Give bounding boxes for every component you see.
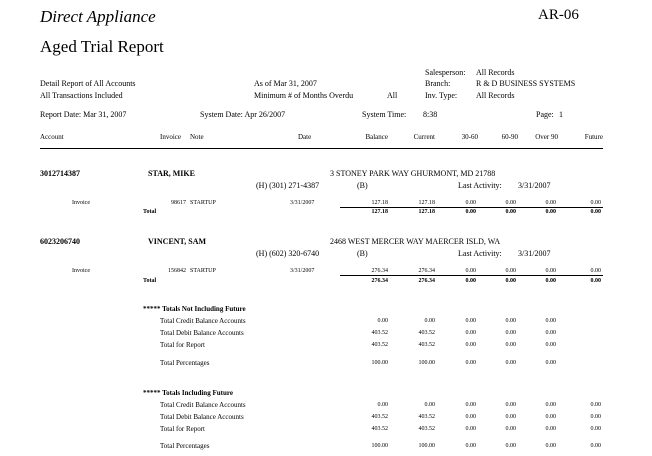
summary-60-90: 0.00 (505, 402, 516, 408)
line-over-90: 0.00 (545, 200, 556, 206)
column-header-account: Account (40, 133, 64, 141)
summary-60-90: 0.00 (505, 443, 516, 449)
summary-current: 403.52 (418, 414, 435, 420)
account-name: VINCENT, SAM (148, 237, 207, 246)
summary-30-60: 0.00 (465, 360, 476, 366)
account-name: STAR, MIKE (148, 169, 195, 178)
line-date: 3/31/2007 (290, 200, 315, 206)
line-60-90: 0.00 (505, 268, 516, 274)
company-name: Direct Appliance (40, 7, 156, 26)
line-type: Invoice (72, 200, 90, 206)
summary-current: 0.00 (424, 318, 435, 324)
summary-over-90: 0.00 (545, 402, 556, 408)
inv-type-label: Inv. Type: (425, 91, 458, 100)
summary-future: 0.00 (590, 443, 601, 449)
total-60-90: 0.00 (505, 278, 516, 284)
summary-balance: 100.00 (371, 360, 388, 366)
summary-row-label: Total Credit Balance Accounts (160, 317, 246, 325)
total-label: Total (143, 278, 157, 284)
summary-future: 0.00 (590, 414, 601, 420)
total-current: 276.34 (418, 278, 435, 284)
summary-balance: 0.00 (377, 318, 388, 324)
total-over-90: 0.00 (545, 209, 556, 215)
summary-heading: ***** Totals Not Including Future (143, 305, 246, 313)
summary-over-90: 0.00 (545, 360, 556, 366)
summary-60-90: 0.00 (505, 426, 516, 432)
branch-value: R & D BUSINESS SYSTEMS (476, 79, 576, 88)
summary-future: 0.00 (590, 426, 601, 432)
summary-current: 403.52 (418, 330, 435, 336)
summary-row-label: Total Debit Balance Accounts (160, 329, 244, 337)
detail-label: Detail Report of All Accounts (40, 79, 136, 88)
summary-30-60: 0.00 (465, 443, 476, 449)
last-activity-label: Last Activity: (458, 249, 502, 258)
total-balance: 127.18 (371, 209, 388, 215)
line-30-60: 0.00 (465, 200, 476, 206)
line-future: 0.00 (590, 200, 601, 206)
summary-heading: ***** Totals Including Future (143, 389, 233, 397)
summary-over-90: 0.00 (545, 443, 556, 449)
summary-over-90: 0.00 (545, 330, 556, 336)
account-phone: (H) (301) 271-4387 (256, 181, 320, 190)
line-current: 276.34 (418, 268, 435, 274)
as-of-date: As of Mar 31, 2007 (254, 79, 317, 88)
account-business-phone: (B) (357, 249, 368, 258)
line-60-90: 0.00 (505, 200, 516, 206)
line-type: Invoice (72, 268, 90, 274)
total-30-60: 0.00 (465, 209, 476, 215)
total-divider (340, 207, 603, 208)
summary-30-60: 0.00 (465, 426, 476, 432)
line-note: STARTUP (190, 200, 216, 206)
account-phone: (H) (602) 320-6740 (256, 249, 320, 258)
total-balance: 276.34 (371, 278, 388, 284)
transactions-label: All Transactions Included (40, 91, 123, 100)
line-note: STARTUP (190, 268, 216, 274)
summary-60-90: 0.00 (505, 318, 516, 324)
account-business-phone: (B) (357, 181, 368, 190)
summary-60-90: 0.00 (505, 330, 516, 336)
header-divider (40, 148, 603, 149)
summary-current: 403.52 (418, 342, 435, 348)
line-current: 127.18 (418, 200, 435, 206)
summary-balance: 403.52 (371, 342, 388, 348)
summary-over-90: 0.00 (545, 342, 556, 348)
summary-row-label: Total Percentages (160, 359, 210, 367)
total-current: 127.18 (418, 209, 435, 215)
line-invoice: 156842 (168, 268, 186, 274)
line-date: 3/31/2007 (290, 268, 315, 274)
summary-balance: 403.52 (371, 426, 388, 432)
last-activity-date: 3/31/2007 (518, 249, 551, 258)
line-30-60: 0.00 (465, 268, 476, 274)
summary-30-60: 0.00 (465, 342, 476, 348)
total-divider (340, 275, 603, 276)
line-invoice: 98617 (171, 200, 186, 206)
summary-balance: 100.00 (371, 443, 388, 449)
account-number: 6023206740 (40, 237, 80, 246)
total-over-90: 0.00 (545, 278, 556, 284)
summary-row-label: Total Debit Balance Accounts (160, 413, 244, 421)
line-balance: 276.34 (371, 268, 388, 274)
summary-balance: 403.52 (371, 414, 388, 420)
total-future: 0.00 (590, 278, 601, 284)
summary-30-60: 0.00 (465, 414, 476, 420)
minimum-months-value: All (387, 91, 398, 100)
total-future: 0.00 (590, 209, 601, 215)
summary-current: 403.52 (418, 426, 435, 432)
summary-over-90: 0.00 (545, 426, 556, 432)
column-header-over-90: Over 90 (535, 133, 558, 141)
system-time-label: System Time: (362, 110, 407, 119)
summary-balance: 403.52 (371, 330, 388, 336)
minimum-months-label: Minimum # of Months Overdu (254, 91, 354, 100)
summary-30-60: 0.00 (465, 402, 476, 408)
account-address: 2468 WEST MERCER WAY MAERCER ISLD, WA (330, 237, 501, 246)
column-header-60-90: 60-90 (501, 133, 518, 141)
report-title: Aged Trial Report (40, 37, 164, 56)
summary-over-90: 0.00 (545, 318, 556, 324)
system-date: System Date: Apr 26/2007 (200, 110, 286, 119)
column-header-invoice: Invoice (160, 133, 181, 141)
account-address: 3 STONEY PARK WAY GHURMONT, MD 21788 (330, 169, 496, 178)
page-number: 1 (559, 110, 563, 119)
summary-current: 100.00 (418, 360, 435, 366)
report-date: Report Date: Mar 31, 2007 (40, 110, 127, 119)
summary-60-90: 0.00 (505, 342, 516, 348)
column-header-future: Future (584, 133, 603, 141)
summary-30-60: 0.00 (465, 318, 476, 324)
salesperson-label: Salesperson: (425, 68, 466, 77)
salesperson-value: All Records (476, 68, 515, 77)
summary-row-label: Total Percentages (160, 442, 210, 450)
summary-60-90: 0.00 (505, 360, 516, 366)
page-label: Page: (536, 110, 554, 119)
line-future: 0.00 (590, 268, 601, 274)
account-number: 3012714387 (40, 169, 80, 178)
summary-row-label: Total for Report (160, 425, 205, 433)
line-balance: 127.18 (371, 200, 388, 206)
column-header-current: Current (413, 133, 435, 141)
summary-balance: 0.00 (377, 402, 388, 408)
system-time-value: 8:38 (423, 110, 438, 119)
summary-30-60: 0.00 (465, 330, 476, 336)
column-header-note: Note (190, 133, 204, 141)
summary-current: 0.00 (424, 402, 435, 408)
line-over-90: 0.00 (545, 268, 556, 274)
summary-over-90: 0.00 (545, 414, 556, 420)
column-header-date: Date (298, 133, 312, 141)
report-code: AR-06 (538, 7, 579, 23)
summary-future: 0.00 (590, 402, 601, 408)
inv-type-value: All Records (476, 91, 515, 100)
total-label: Total (143, 209, 157, 215)
summary-60-90: 0.00 (505, 414, 516, 420)
summary-row-label: Total Credit Balance Accounts (160, 401, 246, 409)
total-30-60: 0.00 (465, 278, 476, 284)
total-60-90: 0.00 (505, 209, 516, 215)
last-activity-date: 3/31/2007 (518, 181, 551, 190)
branch-label: Branch: (425, 79, 451, 88)
summary-current: 100.00 (418, 443, 435, 449)
column-header-balance: Balance (365, 133, 388, 141)
last-activity-label: Last Activity: (458, 181, 502, 190)
column-header-30-60: 30-60 (461, 133, 478, 141)
summary-row-label: Total for Report (160, 341, 205, 349)
